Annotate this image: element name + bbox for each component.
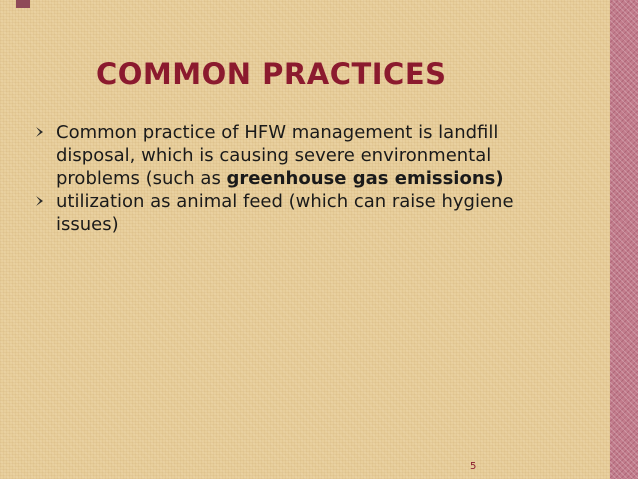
corner-accent — [16, 0, 30, 8]
bullet-item — [36, 121, 516, 190]
bullet-text: utilization as animal feed (which can raise hygiene issues) — [56, 191, 514, 235]
bullet-item — [36, 190, 516, 236]
arrow-bullet-icon — [36, 127, 43, 137]
decorative-side-band — [610, 0, 638, 479]
bullet-bold-text: greenhouse gas emissions) — [226, 168, 504, 189]
bullet-list — [36, 121, 516, 236]
page-number: 5 — [470, 461, 477, 472]
slide-title: COMMON PRACTICES — [96, 57, 447, 91]
arrow-bullet-icon — [36, 196, 43, 206]
bullet-text: Common practice of HFW management is landfill disposal, which is causing severe environmental problems (such as — [56, 122, 499, 189]
